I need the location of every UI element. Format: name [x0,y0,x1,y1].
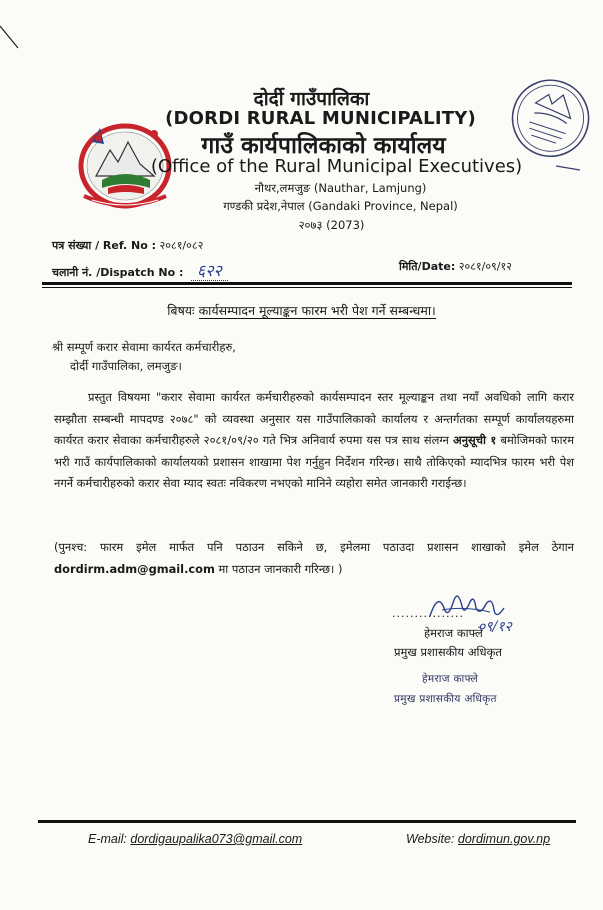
stamp-name: हेमराज काफ्ले [422,673,479,685]
subject-text: कार्यसम्पादन मूल्याङ्कन फारम भरी पेश गर्ने सम्बन्धमा। [198,303,436,318]
location-line-2: गण्डकी प्रदेश,नेपाल (Gandaki Province, Nepal) [223,199,458,213]
recipient-line-1: श्री सम्पूर्ण करार सेवामा कार्यरत कर्मचारीहरु, [52,340,236,354]
subject-line [0,302,603,319]
signatory-title: प्रमुख प्रशासकीय अधिकृत [394,645,502,659]
letter-date [399,259,512,274]
signatory-name: हेमराज काफ्ले [424,626,483,640]
location-line-1: नौथर,लमजुङ (Nauthar, Lamjung) [254,181,427,195]
subject-label: बिषयः [167,303,195,318]
municipality-name-np: दोर्दी गाउँपालिका [253,88,370,110]
footer-email-label: E-mail: [88,832,127,846]
note-part-1: (पुनश्च: फारम इमेल मार्फत पनि पठाउन सकिने छ, इमेलमा पठाउदा प्रशासन शाखाको इमेल ठेगान [54,540,574,554]
footer-email-link[interactable]: dordigaupalika073@gmail.com [130,832,303,846]
body-paragraph [54,387,574,495]
admin-email: dordirm.adm@gmail.com [54,561,215,576]
established-year: २०७३ (2073) [298,218,365,232]
body-part-1: प्रस्तुत विषयमा "करार सेवामा कार्यरत कर्मचारीहरुको कार्यसम्पादन स्तर मूल्याङ्कन तथा नयाँ अवधिको लागि करार सम्झौता सम्बन्धी मापदण्ड २०७८" को व्यवस्था अनुसार यस गाउँपालिकाको कार्यालय र अन्तर्गतका सम्पूर्ण कार्यालयहरुमा कार्यरत करार सेवाका कर्मचारीहरुले २०८१/०९/२० गते भित्र अनिवार्य रुपमा यस पत्र साथ संलग्न [54,390,574,448]
footer-website-link[interactable]: dordimun.gov.np [457,832,551,846]
signature-date: ०९/१२ [478,619,512,635]
footer-divider [38,820,576,823]
footer-email [88,832,302,846]
ref-value: २०८१/०८२ [159,239,204,252]
note-part-2: मा पठाउन जानकारी गरिन्छ। ) [218,561,343,576]
stamp-title: प्रमुख प्रशासकीय अधिकृत [394,693,497,705]
ref-label: पत्र संख्या / Ref. No : [52,239,157,252]
footer-website [406,832,550,846]
office-name-np: गाउँ कार्यपालिकाको कार्यालय [201,133,446,159]
body-part-2: बमोजिमको फारम भरी गाउँ कार्यपालिकाको कार्यालयको प्रशासन शाखामा पेश गर्नुहुन निर्देशन गरिन्छ। साथै तोकिएको म्यादभित्र फारम भरी पेश नगर्ने कर्मचारीहरुको करार सेवा म्याद स्वतः नविकरण नभएको मानिने व्यहोरा समेत जानकारी गराईन्छ। [54,433,575,491]
reference-number [52,238,203,253]
municipality-name-en: (DORDI RURAL MUNICIPALITY) [165,108,476,129]
date-label: मिति/Date: [399,260,456,273]
recipient-line-2: दोर्दी गाउँपालिका, लमजुङ। [70,359,182,373]
dispatch-value: ६२२ [191,261,228,281]
header-divider [42,282,572,285]
date-value: २०८१/०९/१२ [458,260,512,273]
corner-mark [0,22,22,52]
office-name-en: (Office of the Rural Municipal Executives) [150,156,523,177]
signature-dots: ................ [392,607,464,620]
dispatch-label: चलानी नं. /Dispatch No : [52,266,184,279]
annex-reference: अनुसूची १ [453,433,497,448]
header-divider-thin [42,287,572,288]
footer-website-label: Website: [406,832,455,846]
postscript-paragraph [54,537,574,580]
dispatch-number [52,259,228,281]
